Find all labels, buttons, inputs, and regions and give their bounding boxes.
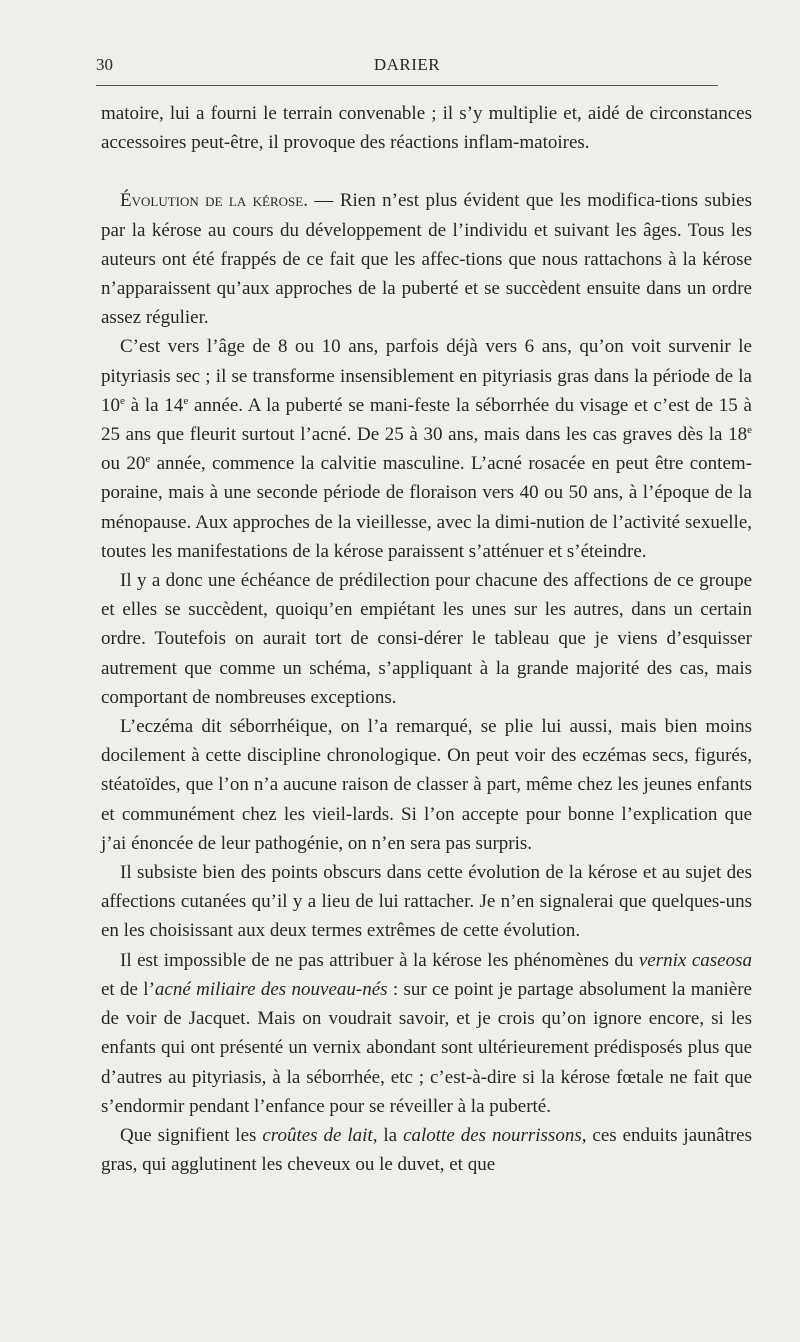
paragraph-eczema: L’eczéma dit séborrhéique, on l’a remarqué, se plie lui aussi, mais bien moins docilement à cette discipline chronologique. On peut voir des eczémas secs, figurés, stéatoïdes, que l’on n’a aucune raison de classer à part, même chez les jeunes enfants et communément chez les vieil-lards. Si l’on accepte pour bonne l’explication que j’ai énoncée de leur pathogénie, on n’en sera pas surpris. [101, 716, 752, 854]
italic-term: calotte des nourrissons [403, 1124, 582, 1146]
paragraph-evolution [101, 186, 752, 332]
text-run: année. A la puberté se mani-feste la séborrhée du visage et c’est de 15 à 25 ans que fleurit surtout l’acné. De 25 à 30 ans, mais dans les cas graves dès la 18 [101, 394, 752, 446]
body-text [101, 99, 752, 1179]
text-run: , la [372, 1124, 404, 1146]
text-run: Que signifient les [120, 1124, 263, 1146]
text-run: , ces enduits jaunâtres gras, qui agglutinent les cheveux ou le duvet, et que [101, 1124, 753, 1176]
page-header [96, 55, 718, 75]
text-run: Il est impossible de ne pas attribuer à la kérose les phénomènes du [120, 949, 639, 971]
header-rule [96, 85, 718, 86]
paragraph-text: — Rien n’est plus évident que les modifica-tions subies par la kérose au cours du développement de l’individu et suivant les âges. Tous les auteurs ont été frappés de ce fait que les affec-tions que nous rattachons à la kérose n’apparaissent qu’aux approches de la puberté et se succèdent ensuite dans un ordre assez régulier. [101, 190, 752, 329]
section-heading: Évolution de la kérose. [120, 190, 308, 212]
text-run: : sur ce point je partage absolument la manière de voir de Jacquet. Mais on voudrait savoir, et je crois qu’on ignore encore, si les enfants qui ont présenté un vernix abondant sont ultérieurement prédisposés plus que d’autres au pityriasis, à la séborrhée, etc ; c’est-à-dire si la kérose fœtale ne fait que s’endormir pendant l’enfance pour se réveiller à la puberté. [101, 978, 752, 1117]
paragraph-points-obscurs: Il subsiste bien des points obscurs dans cette évolution de la kérose et au sujet des affections cutanées qu’il y a lieu de lui rattacher. Je n’en signalerai que quelques-uns en les choisissant aux deux termes extrêmes de cette évolution. [101, 862, 752, 942]
paragraph-echeance: Il y a donc une échéance de prédilection pour chacune des affections de ce groupe et elles se succèdent, quoiqu’en empiétant les unes sur les autres, dans un certain ordre. Toutefois on aurait tort de consi-dérer le tableau que je viens d’esquisser autrement que comme un schéma, s’appliquant à la grande majorité des cas, mais comportant de nombreuses exceptions. [101, 570, 752, 708]
paragraph-ages [101, 332, 752, 566]
text-run: année, commence la calvitie masculine. L’acné rosacée en peut être contem-poraine, mais à une seconde période de floraison vers 40 ou 50 ans, à l’époque de la ménopause. Aux approches de la vieillesse, avec la dimi-nution de l’activité sexuelle, toutes les manifestations de la kérose paraissent s’atténuer et s’éteindre. [101, 453, 752, 562]
text-run: à la 14 [124, 394, 184, 416]
superscript: e [145, 453, 151, 466]
paragraph-vernix [101, 946, 752, 1121]
superscript: e [183, 394, 189, 407]
text-run: C’est vers l’âge de 8 ou 10 ans, parfois déjà vers 6 ans, qu’on voit survenir le pityriasis sec ; il se transforme insensiblement en pityriasis gras dans la période de la 10 [101, 336, 752, 416]
italic-term: croûtes de lait [262, 1124, 373, 1146]
italic-term: acné miliaire des nouveau-nés [154, 978, 388, 1000]
running-head: DARIER [373, 55, 441, 74]
superscript: e [747, 424, 752, 437]
paragraph-croutes [101, 1121, 752, 1179]
text-run: ou 20 [101, 453, 146, 475]
italic-term: vernix caseosa [638, 949, 752, 971]
superscript: e [120, 394, 125, 407]
paragraph-continuation: matoire, lui a fourni le terrain convenable ; il s’y multiplie et, aidé de circonstances accessoires peut-être, il provoque des réactions inflam-matoires. [101, 103, 752, 154]
text-run: et de l’ [101, 978, 155, 1000]
page-number: 30 [96, 55, 113, 74]
